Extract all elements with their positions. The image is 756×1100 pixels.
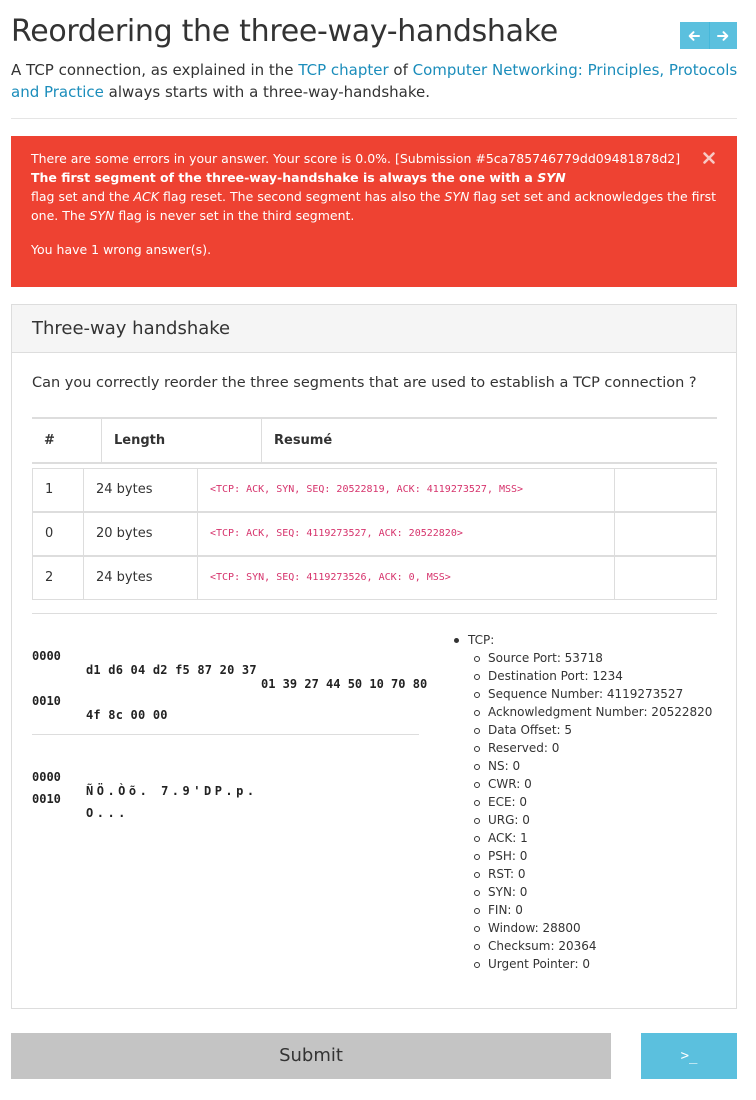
tcp-field bbox=[474, 901, 712, 919]
bullet-icon bbox=[474, 926, 480, 932]
tcp-field bbox=[474, 955, 712, 973]
feedback-text: flag set set and acknowledges the first one. The bbox=[31, 189, 717, 223]
task-navigation bbox=[680, 22, 737, 49]
bullet-icon bbox=[474, 818, 480, 824]
tcp-field-label: CWR: 0 bbox=[488, 777, 532, 791]
tcp-field-label: Data Offset: 5 bbox=[488, 723, 573, 737]
bullet-icon bbox=[474, 782, 480, 788]
alert-score-line: There are some errors in your answer. Your score is 0.0%. [Submission #5ca785746779dd09481878d2] bbox=[31, 151, 681, 166]
close-alert-button[interactable] bbox=[702, 151, 716, 165]
next-task-button[interactable] bbox=[709, 22, 738, 49]
feedback-text: The first segment of the three-way-handshake is always the one with a bbox=[31, 170, 538, 185]
bullet-icon bbox=[474, 710, 480, 716]
bullet-icon bbox=[474, 728, 480, 734]
question-text: Can you correctly reorder the three segments that are used to establish a TCP connection ? bbox=[32, 375, 697, 391]
tree-root-label: TCP: bbox=[468, 633, 495, 647]
tcp-field bbox=[474, 883, 712, 901]
bullet-icon bbox=[454, 638, 459, 643]
bullet-icon bbox=[474, 944, 480, 950]
bullet-icon bbox=[474, 854, 480, 860]
ascii-line bbox=[32, 778, 129, 834]
divider bbox=[32, 734, 419, 735]
tcp-field bbox=[474, 721, 712, 739]
tcp-field bbox=[474, 739, 712, 757]
tcp-field-label: ACK: 1 bbox=[488, 831, 528, 845]
tcp-field bbox=[474, 937, 712, 955]
tcp-field-label: Sequence Number: 4119273527 bbox=[488, 687, 684, 701]
tcp-field-label: Urgent Pointer: 0 bbox=[488, 957, 591, 971]
ascii-offset: 0000 bbox=[32, 770, 61, 784]
close-icon bbox=[702, 151, 716, 165]
hex-bytes: 4f 8c 00 00 bbox=[86, 708, 168, 722]
row-extra bbox=[615, 557, 716, 599]
terminal-button[interactable]: >_ bbox=[641, 1033, 737, 1079]
tcp-field-label: SYN: 0 bbox=[488, 885, 528, 899]
bullet-icon bbox=[474, 890, 480, 896]
tcp-chapter-link[interactable]: TCP chapter bbox=[298, 61, 389, 79]
tcp-field-label: ECE: 0 bbox=[488, 795, 528, 809]
hex-offset: 0010 bbox=[32, 694, 61, 708]
feedback-text: flag set and the bbox=[31, 189, 134, 204]
row-resume: <TCP: ACK, SYN, SEQ: 20522819, ACK: 4119273527, MSS> bbox=[198, 469, 615, 511]
alert-feedback-body bbox=[31, 187, 717, 225]
tcp-field-label: Window: 28800 bbox=[488, 921, 581, 935]
submit-button[interactable]: Submit bbox=[11, 1033, 611, 1079]
row-length: 20 bytes bbox=[84, 513, 198, 555]
row-resume: <TCP: ACK, SEQ: 4119273527, ACK: 20522820> bbox=[198, 513, 615, 555]
intro-text: A TCP connection, as explained in the bbox=[11, 61, 299, 79]
page-title: Reordering the three-way-handshake bbox=[11, 14, 558, 49]
book-link[interactable]: Computer Networking: Principles, Protocols and Practice bbox=[11, 61, 738, 101]
tcp-field bbox=[474, 667, 712, 685]
row-number: 0 bbox=[33, 513, 84, 555]
ascii-chars: ÑÖ.Òõ. 7.9'DP.p. bbox=[86, 784, 258, 798]
feedback-em: ACK bbox=[133, 189, 159, 204]
tree-root bbox=[454, 631, 712, 649]
tcp-field bbox=[474, 685, 712, 703]
tcp-field bbox=[474, 919, 712, 937]
previous-task-button[interactable] bbox=[680, 22, 709, 49]
bullet-icon bbox=[474, 692, 480, 698]
bullet-icon bbox=[474, 962, 480, 968]
ascii-chars: O... bbox=[86, 806, 129, 820]
table-row[interactable] bbox=[32, 512, 717, 556]
intro-text: always starts with a three-way-handshake. bbox=[103, 83, 430, 101]
alert-feedback-title bbox=[31, 168, 717, 187]
feedback-em: SYN bbox=[89, 208, 115, 223]
table-header bbox=[32, 417, 717, 464]
tcp-field-list bbox=[454, 649, 712, 973]
tcp-field-label: Reserved: 0 bbox=[488, 741, 560, 755]
bullet-icon bbox=[474, 656, 480, 662]
bullet-icon bbox=[474, 764, 480, 770]
tcp-field-label: PSH: 0 bbox=[488, 849, 528, 863]
row-length: 24 bytes bbox=[84, 557, 198, 599]
tcp-field-label: Destination Port: 1234 bbox=[488, 669, 623, 683]
tcp-field-label: NS: 0 bbox=[488, 759, 521, 773]
column-header-number: # bbox=[32, 419, 102, 462]
tcp-field bbox=[474, 865, 712, 883]
table-row[interactable] bbox=[32, 468, 717, 512]
feedback-em: SYN bbox=[444, 189, 470, 204]
tcp-field bbox=[474, 847, 712, 865]
tcp-field bbox=[474, 775, 712, 793]
hex-bytes: 01 39 27 44 50 10 70 80 bbox=[261, 677, 428, 691]
task-intro bbox=[11, 59, 741, 103]
arrow-right-icon bbox=[717, 30, 729, 42]
bullet-icon bbox=[474, 800, 480, 806]
row-length: 24 bytes bbox=[84, 469, 198, 511]
tcp-field-label: FIN: 0 bbox=[488, 903, 523, 917]
tcp-field-label: Checksum: 20364 bbox=[488, 939, 597, 953]
feedback-text: flag is never set in the third segment. bbox=[114, 208, 355, 223]
error-alert bbox=[11, 136, 737, 287]
intro-text: of bbox=[388, 61, 413, 79]
row-resume: <TCP: SYN, SEQ: 4119273526, ACK: 0, MSS> bbox=[198, 557, 615, 599]
hex-line bbox=[32, 680, 168, 736]
tcp-field bbox=[474, 793, 712, 811]
bullet-icon bbox=[474, 908, 480, 914]
tcp-field bbox=[474, 757, 712, 775]
tcp-field-label: RST: 0 bbox=[488, 867, 526, 881]
divider bbox=[32, 613, 717, 614]
row-number: 1 bbox=[33, 469, 84, 511]
feedback-em: SYN bbox=[537, 170, 566, 185]
alert-wrong-count: You have 1 wrong answer(s). bbox=[31, 242, 212, 257]
column-header-resume: Resumé bbox=[274, 433, 333, 448]
arrow-left-icon bbox=[688, 30, 700, 42]
panel-heading: Three-way handshake bbox=[12, 305, 736, 353]
bullet-icon bbox=[474, 674, 480, 680]
bullet-icon bbox=[474, 746, 480, 752]
hex-offset: 0000 bbox=[32, 649, 61, 663]
table-row[interactable] bbox=[32, 556, 717, 600]
ascii-offset: 0010 bbox=[32, 792, 61, 806]
tcp-field bbox=[474, 811, 712, 829]
divider bbox=[11, 118, 737, 119]
row-number: 2 bbox=[33, 557, 84, 599]
question-panel bbox=[11, 304, 737, 1009]
row-extra bbox=[615, 513, 716, 555]
tcp-header-tree bbox=[454, 631, 712, 973]
tcp-field-label: Source Port: 53718 bbox=[488, 651, 603, 665]
bullet-icon bbox=[474, 836, 480, 842]
bullet-icon bbox=[474, 872, 480, 878]
tcp-field bbox=[474, 829, 712, 847]
row-extra bbox=[615, 469, 716, 511]
feedback-text: flag reset. The second segment has also the bbox=[158, 189, 445, 204]
column-header-length: Length bbox=[102, 419, 262, 462]
tcp-field-label: Acknowledgment Number: 20522820 bbox=[488, 705, 713, 719]
tcp-field bbox=[474, 649, 712, 667]
segments-table bbox=[32, 417, 717, 585]
tcp-field-label: URG: 0 bbox=[488, 813, 530, 827]
hex-bytes: d1 d6 04 d2 f5 87 20 37 bbox=[86, 663, 257, 677]
tcp-field bbox=[474, 703, 712, 721]
